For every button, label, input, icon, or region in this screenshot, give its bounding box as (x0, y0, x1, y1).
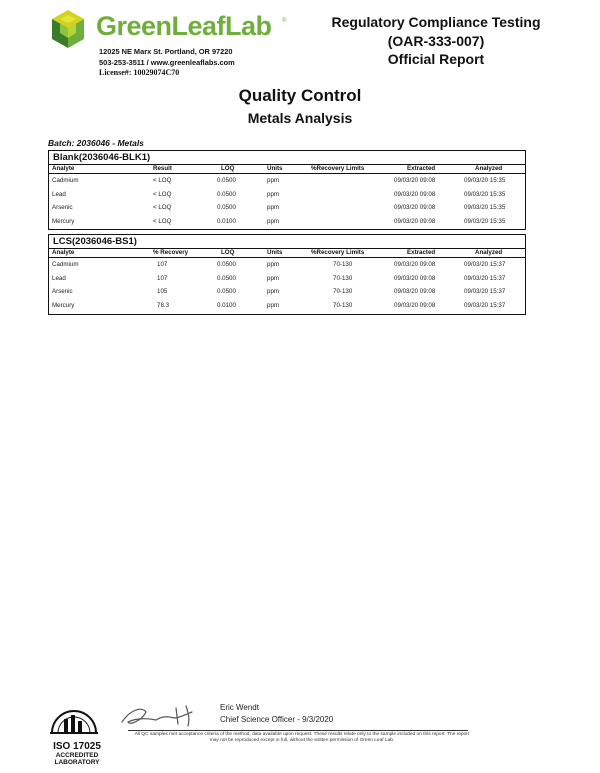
blank-table-header (49, 165, 525, 174)
header-percent-recovery: % Recovery (153, 249, 189, 256)
disclaimer-text: All QC samples met acceptance criteria of the method, data available upon request. These results relate only to the sample included on this report. The report may not be reproduced except in full, without the written permission of Green Leaf Lab. (134, 732, 470, 743)
cell-analyzed: 09/03/20 15:35 (464, 217, 506, 225)
cell-extracted: 09/03/20 09:08 (394, 288, 436, 295)
table-row (49, 299, 525, 313)
page-subtitle: Metals Analysis (247, 110, 353, 126)
cell-units: ppm (267, 177, 280, 184)
cell-loq: 0.0500 (217, 177, 236, 184)
iso-accreditation-title: ISO 17025 (53, 741, 101, 752)
cell-analyzed: 09/03/20 15:37 (464, 301, 506, 309)
iso-laboratory-label: LABORATORY (54, 759, 100, 766)
cell-analyte: Mercury (52, 301, 75, 309)
footer-divider (128, 730, 468, 731)
cell-loq: 0.0500 (217, 204, 236, 211)
cell-result: < LOQ (153, 177, 172, 184)
cell-percent-recovery: 107 (157, 261, 168, 268)
lcs-table-header (49, 249, 525, 258)
cell-result: < LOQ (153, 204, 172, 211)
table-row (49, 188, 525, 202)
iso-accreditation-subtitle (42, 752, 112, 766)
cell-extracted: 09/03/20 09:08 (394, 177, 436, 184)
table-row (49, 174, 525, 188)
cell-analyzed: 09/03/20 15:35 (464, 190, 506, 198)
cell-recovery-limits: 70-130 (333, 274, 353, 282)
signer-name: Eric Wendt (220, 703, 259, 712)
cell-analyte: Lead (52, 274, 66, 282)
blank-table (48, 150, 526, 230)
cell-analyte: Cadmium (52, 177, 79, 184)
cell-recovery-limits: 70-130 (333, 301, 353, 309)
address-line-2: 503-253-3511 / www.greenleaflabs.com (99, 58, 235, 67)
cell-extracted: 09/03/20 09:08 (394, 190, 436, 198)
page-title: Quality Control (238, 86, 362, 105)
header-recovery-limits: %Recovery Limits (311, 249, 365, 256)
header-analyte: Analyte (52, 165, 75, 172)
iso-accredited-label: ACCREDITED (55, 752, 99, 759)
header-recovery-limits: %Recovery Limits (311, 165, 365, 172)
cell-recovery-limits: 70-130 (333, 261, 353, 268)
report-type-line-2: (OAR-333-007) (387, 33, 485, 49)
cell-loq: 0.0500 (217, 274, 236, 282)
address-line-1: 12025 NE Marx St. Portland, OR 97220 (99, 47, 233, 56)
blank-table-title: Blank(2036046-BLK1) (49, 151, 525, 165)
header-loq: LOQ (221, 165, 235, 172)
header-extracted: Extracted (407, 165, 436, 172)
cell-loq: 0.0500 (217, 261, 236, 268)
cell-analyte: Arsenic (52, 288, 73, 295)
cell-analyte: Lead (52, 190, 66, 198)
cell-result: < LOQ (153, 217, 172, 225)
cell-extracted: 09/03/20 09:08 (394, 301, 436, 309)
table-row (49, 272, 525, 286)
license-number: License#: 10029074C70 (99, 68, 180, 77)
table-row (49, 258, 525, 272)
cell-loq: 0.0100 (217, 301, 236, 309)
report-type-line-1: Regulatory Compliance Testing (331, 14, 541, 30)
registered-mark: ® (282, 18, 287, 24)
header-units: Units (267, 249, 283, 256)
cell-loq: 0.0500 (217, 288, 236, 295)
header-analyzed: Analyzed (475, 165, 503, 172)
cell-analyzed: 09/03/20 15:37 (464, 274, 506, 282)
header-units: Units (267, 165, 283, 172)
header-extracted: Extracted (407, 249, 436, 256)
report-type-line-3: Official Report (387, 51, 485, 67)
cell-units: ppm (267, 301, 280, 309)
lcs-table (48, 234, 526, 315)
quality-management-seal-icon (44, 693, 104, 741)
signer-title: Chief Science Officer - 9/3/2020 (220, 715, 334, 724)
header-loq: LOQ (221, 249, 235, 256)
cell-extracted: 09/03/20 09:08 (394, 261, 436, 268)
cell-loq: 0.0500 (217, 190, 236, 198)
header-analyzed: Analyzed (475, 249, 503, 256)
cell-units: ppm (267, 190, 280, 198)
brand-name: GreenLeafLab (96, 11, 272, 41)
cell-units: ppm (267, 217, 280, 225)
cell-units: ppm (267, 274, 280, 282)
cell-units: ppm (267, 288, 280, 295)
header-result: Result (153, 165, 172, 172)
cell-analyzed: 09/03/20 15:35 (464, 204, 506, 211)
cell-extracted: 09/03/20 09:08 (394, 204, 436, 211)
cell-analyzed: 09/03/20 15:35 (464, 177, 506, 184)
cell-extracted: 09/03/20 09:08 (394, 274, 436, 282)
cell-loq: 0.0100 (217, 217, 236, 225)
lcs-table-title: LCS(2036046-BS1) (49, 235, 525, 249)
table-row (49, 285, 525, 299)
cell-recovery-limits: 70-130 (333, 288, 353, 295)
header-analyte: Analyte (52, 249, 75, 256)
cell-result: < LOQ (153, 190, 172, 198)
table-row (49, 215, 525, 229)
cell-extracted: 09/03/20 09:08 (394, 217, 436, 225)
green-leaf-lab-logo-icon (48, 8, 88, 54)
cell-analyzed: 09/03/20 15:37 (464, 288, 506, 295)
cell-analyte: Arsenic (52, 204, 73, 211)
batch-label: Batch: 2036046 - Metals (48, 138, 144, 148)
cell-analyzed: 09/03/20 15:37 (464, 261, 506, 268)
cell-percent-recovery: 107 (157, 274, 168, 282)
table-row (49, 201, 525, 215)
signature-icon (116, 700, 206, 732)
cell-percent-recovery: 105 (157, 288, 168, 295)
cell-percent-recovery: 78.3 (157, 301, 170, 309)
cell-analyte: Cadmium (52, 261, 79, 268)
cell-units: ppm (267, 204, 280, 211)
cell-units: ppm (267, 261, 280, 268)
cell-analyte: Mercury (52, 217, 75, 225)
